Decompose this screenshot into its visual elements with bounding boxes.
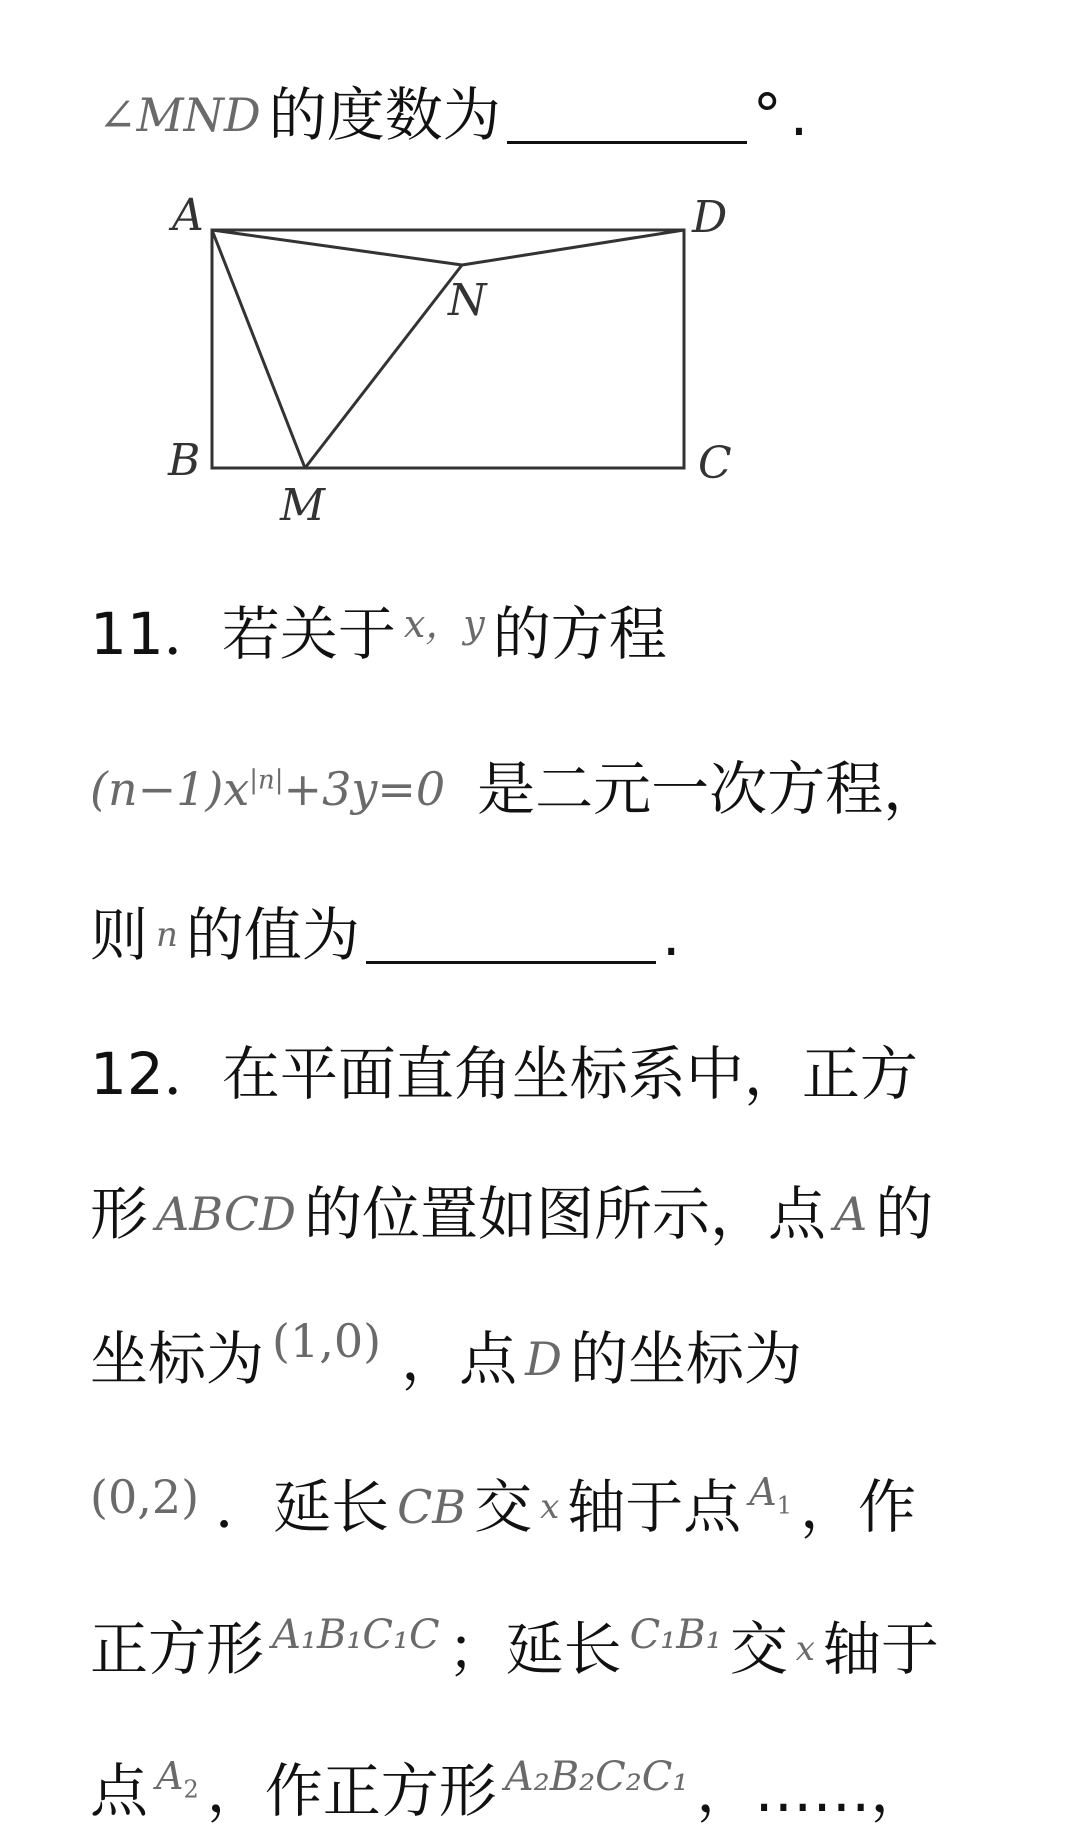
q12-l6a: 点 [90, 1757, 149, 1825]
q12-l6c: ，……， [696, 1757, 929, 1825]
q11-text-c: 是二元一次方程， [477, 755, 942, 823]
point-a1: $A_1$ [749, 1469, 793, 1520]
axis-x-1: x [540, 1487, 560, 1527]
square-a1b1c1c: A₁B₁C₁C [272, 1612, 440, 1658]
segment-am [212, 230, 305, 468]
q12-line-6 [90, 1753, 929, 1825]
rectangle-figure [150, 190, 850, 560]
q11-line-1 [90, 600, 667, 668]
segment-an [212, 230, 462, 265]
q12-number: 12． [90, 1040, 222, 1108]
q11-number: 11． [90, 600, 222, 668]
q12-l2c: 的 [875, 1180, 934, 1248]
segment-c1b1: C₁B₁ [629, 1612, 722, 1658]
q11-var-n: n [156, 914, 178, 955]
q11-period: . [661, 900, 681, 969]
q12-l4b: 交 [474, 1473, 533, 1541]
square-abcd: ABCD [156, 1187, 296, 1241]
label-b: B [168, 435, 201, 486]
q10-period: . [789, 80, 809, 149]
segment-nd [462, 230, 684, 265]
q12-l5c: 交 [729, 1615, 788, 1683]
label-c: C [698, 438, 732, 489]
axis-x-2: x [795, 1629, 815, 1669]
square-a2b2c2c1: A₂B₂C₂C₁ [504, 1754, 689, 1800]
q12-line-5 [90, 1612, 939, 1683]
coord-d: (0,2) [90, 1470, 200, 1524]
q12-l3c: 的坐标为 [569, 1325, 802, 1393]
coord-a: (1,0) [272, 1314, 382, 1368]
q11-text-b: 的方程 [492, 600, 667, 668]
answer-blank-q10[interactable] [507, 85, 747, 144]
degree-symbol: ° [752, 80, 782, 149]
label-m: M [280, 480, 326, 531]
answer-blank-q11[interactable] [366, 905, 656, 964]
q10-text: 的度数为 [268, 80, 501, 149]
q12-l5a: 正方形 [90, 1615, 265, 1683]
q11-text-a: 若关于 [221, 600, 396, 668]
q11-text-d: 则 [90, 900, 149, 969]
q12-l3b: ，点 [401, 1325, 518, 1393]
point-d: D [525, 1332, 562, 1386]
q10-line [90, 80, 809, 149]
label-d: D [692, 192, 728, 243]
q12-l4d: ，作 [800, 1473, 917, 1541]
segment-cb: CB [397, 1480, 467, 1534]
q12-l4c: 轴于点 [567, 1473, 742, 1541]
q11-line-3 [90, 900, 681, 969]
q12-l3a: 坐标为 [90, 1325, 265, 1393]
q11-text-e: 的值为 [185, 900, 360, 969]
q12-l5d: 轴于 [822, 1615, 939, 1683]
q12-l1: 在平面直角坐标系中，正方 [221, 1040, 918, 1108]
label-n: N [448, 275, 487, 326]
point-a2: $A_2$ [156, 1753, 199, 1804]
q12-l4a: ．延长 [215, 1473, 390, 1541]
q11-line-2 [90, 755, 942, 823]
q11-equation: $(n-1)x^{|n|}+3y=0$ [90, 762, 446, 816]
segment-mn [305, 265, 462, 468]
q12-line-4 [90, 1469, 917, 1541]
q12-line-1 [90, 1040, 918, 1108]
angle-expression: ∠MND [98, 87, 261, 142]
q12-l2b: 的位置如图所示，点 [303, 1180, 826, 1248]
q12-l5b: ；延长 [447, 1615, 622, 1683]
q12-line-3 [90, 1314, 802, 1393]
q11-vars: x，y [403, 602, 485, 646]
q12-l6b: ，作正方形 [206, 1757, 497, 1825]
point-a: A [834, 1187, 868, 1241]
rectangle-abcd [212, 230, 684, 468]
q12-line-2 [90, 1180, 934, 1248]
q12-l2a: 形 [90, 1180, 149, 1248]
label-a: A [172, 190, 204, 241]
